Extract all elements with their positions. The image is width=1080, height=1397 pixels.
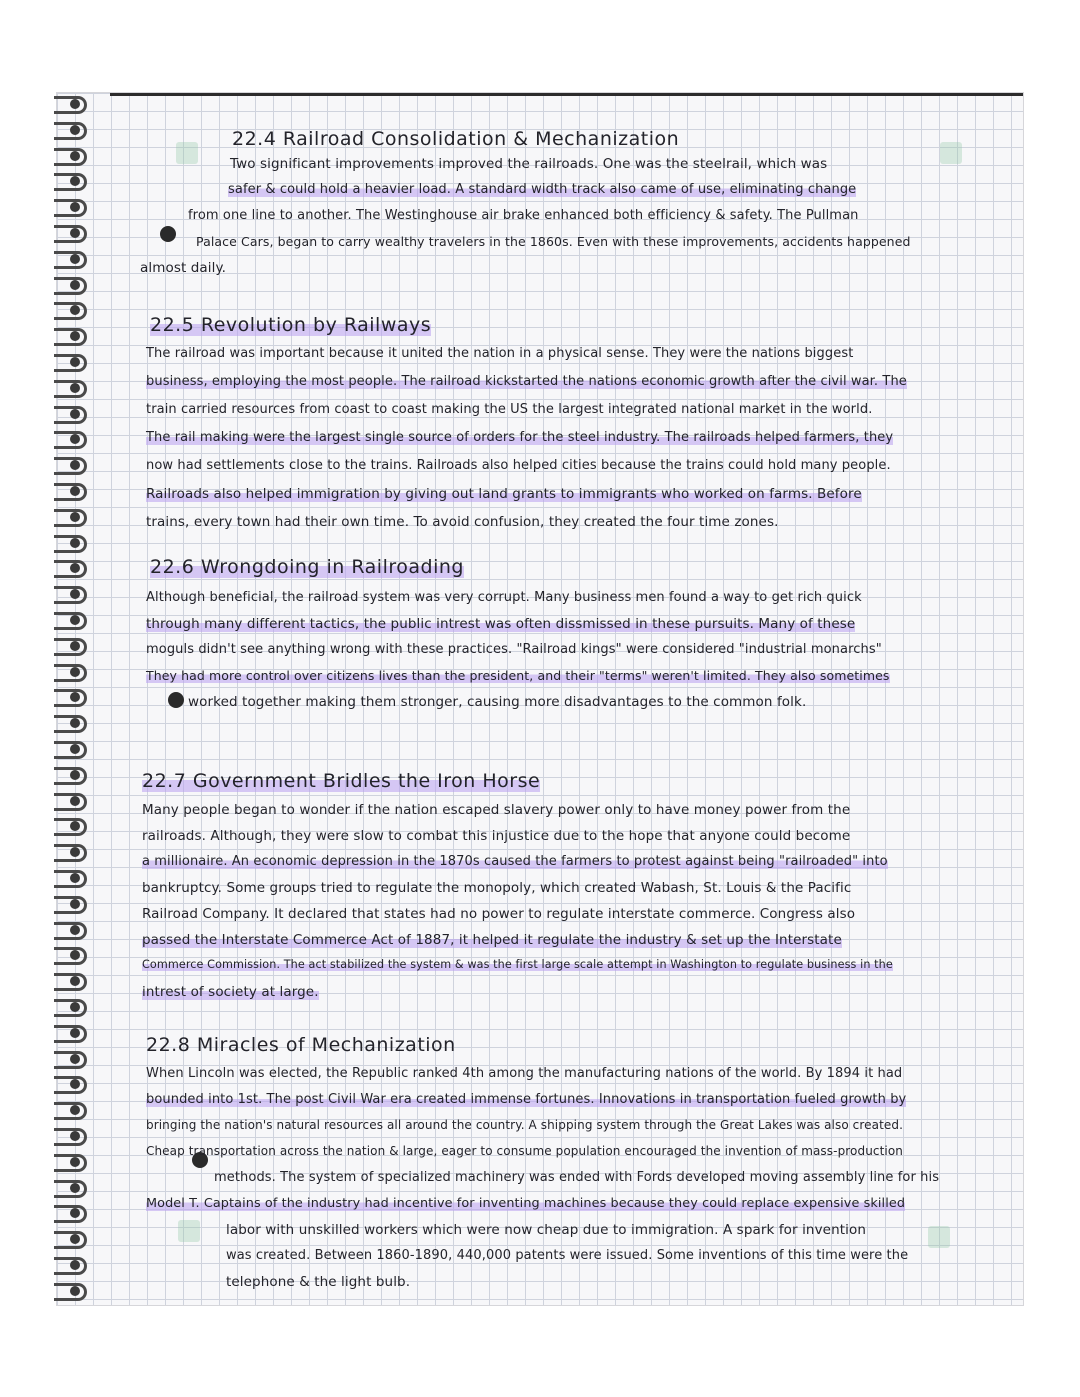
note-line: Although beneficial, the railroad system was very corrupt. Many business men found a way to get rich quick <box>146 590 862 605</box>
binding-hole <box>70 899 80 909</box>
binding-hole <box>70 99 80 109</box>
section-heading: 22.6 Wrongdoing in Railroading <box>150 556 464 578</box>
binding-hole <box>70 925 80 935</box>
binding-hole <box>70 770 80 780</box>
note-line: was created. Between 1860-1890, 440,000 patents were issued. Some inventions of this time were the <box>226 1248 909 1263</box>
binding-hole <box>70 254 80 264</box>
ink-blot <box>168 692 184 708</box>
binding-hole <box>70 615 80 625</box>
binding-hole <box>70 873 80 883</box>
note-line: labor with unskilled workers which were now cheap due to immigration. A spark for invention <box>226 1222 866 1238</box>
note-line: almost daily. <box>140 260 227 276</box>
binding-hole <box>70 1131 80 1141</box>
note-line: Railroad Company. It declared that states had no power to regulate interstate commerce. Congress also <box>142 906 856 922</box>
note-line: They had more control over citizens lives than the president, and their "terms" weren't limited. They also sometimes <box>146 668 890 683</box>
page-smudge <box>178 1220 200 1242</box>
binding-hole <box>70 1028 80 1038</box>
binding-hole <box>70 641 80 651</box>
note-line: Many people began to wonder if the nation escaped slavery power only to have money power from the <box>142 802 851 818</box>
binding-hole <box>70 538 80 548</box>
note-line: bringing the nation's natural resources all around the country. A shipping system through the Great Lakes was also created. <box>146 1118 904 1132</box>
note-line: a millionaire. An economic depression in the 1870s caused the farmers to protest against being "railroaded" into <box>142 854 888 869</box>
binding-hole <box>70 228 80 238</box>
note-line: from one line to another. The Westinghouse air brake enhanced both efficiency & safety. The Pullman <box>188 208 859 223</box>
note-line: Palace Cars, began to carry wealthy travelers in the 1860s. Even with these improvements, accidents happened <box>196 234 911 249</box>
binding-hole <box>70 667 80 677</box>
binding-hole <box>70 1157 80 1167</box>
notebook-top-edge <box>110 93 1023 96</box>
note-line: Cheap transportation across the nation & large, eager to consume population encouraged the invention of mass-production <box>146 1144 904 1158</box>
ink-blot <box>160 226 176 242</box>
note-line: intrest of society at large. <box>142 984 319 1000</box>
note-line: railroads. Although, they were slow to combat this injustice due to the hope that anyone could become <box>142 828 851 844</box>
binding-hole <box>70 796 80 806</box>
note-line: train carried resources from coast to coast making the US the largest integrated national market in the world. <box>146 402 873 417</box>
note-line: Railroads also helped immigration by giving out land grants to immigrants who worked on farms. Before <box>146 486 862 502</box>
note-line: safer & could hold a heavier load. A standard width track also came of use, eliminating change <box>228 182 857 197</box>
note-line: business, employing the most people. The railroad kickstarted the nations economic growth after the civil war. The <box>146 374 907 389</box>
binding-hole <box>70 357 80 367</box>
note-line: Commerce Commission. The act stabilized the system & was the first large scale attempt in Washington to regulate business in the <box>142 958 893 971</box>
note-line: moguls didn't see anything wrong with these practices. "Railroad kings" were considered "industrial monarchs" <box>146 642 882 657</box>
binding-hole <box>70 1260 80 1270</box>
binding-hole <box>70 151 80 161</box>
note-line: methods. The system of specialized machinery was ended with Fords developed moving assembly line for his <box>214 1170 940 1185</box>
section-heading: 22.5 Revolution by Railways <box>150 314 432 336</box>
note-line: Two significant improvements improved the railroads. One was the steelrail, which was <box>230 156 828 172</box>
binding-hole <box>70 409 80 419</box>
note-line: worked together making them stronger, causing more disadvantages to the common folk. <box>188 694 807 710</box>
note-line: telephone & the light bulb. <box>226 1274 411 1290</box>
note-line: now had settlements close to the trains. Railroads also helped cities because the trains could hold many people. <box>146 458 891 473</box>
note-line: through many different tactics, the public intrest was often dissmissed in these pursuits. Many of these <box>146 616 856 632</box>
note-line: bankruptcy. Some groups tried to regulate the monopoly, which created Wabash, St. Louis & the Pacific <box>142 880 852 896</box>
section-heading: 22.7 Government Bridles the Iron Horse <box>142 770 541 792</box>
binding-hole <box>70 383 80 393</box>
note-line: Model T. Captains of the industry had incentive for inventing machines because they could replace expensive skilled <box>146 1196 906 1211</box>
note-line: The rail making were the largest single source of orders for the steel industry. The railroads helped farmers, they <box>146 430 894 445</box>
binding-hole <box>70 1286 80 1296</box>
page-smudge <box>176 142 198 164</box>
binding-hole <box>70 280 80 290</box>
note-line: trains, every town had their own time. To avoid confusion, they created the four time zones. <box>146 514 779 530</box>
page-smudge <box>928 1226 950 1248</box>
note-line: When Lincoln was elected, the Republic ranked 4th among the manufacturing nations of the world. By 1894 it had <box>146 1066 903 1081</box>
section-heading: 22.4 Railroad Consolidation & Mechanization <box>232 128 680 150</box>
note-line: The railroad was important because it united the nation in a physical sense. They were the nations biggest <box>146 346 854 361</box>
page-smudge <box>940 142 962 164</box>
note-line: passed the Interstate Commerce Act of 1887, it helped it regulate the industry & set up the Interstate <box>142 932 842 948</box>
binding-hole <box>70 1183 80 1193</box>
binding-hole <box>70 512 80 522</box>
binding-hole <box>70 486 80 496</box>
binding-hole <box>70 744 80 754</box>
binding-hole <box>70 1002 80 1012</box>
note-line: bounded into 1st. The post Civil War era created immense fortunes. Innovations in transportation fueled growth by <box>146 1092 907 1107</box>
binding-hole <box>70 1054 80 1064</box>
binding-hole <box>70 125 80 135</box>
section-heading: 22.8 Miracles of Mechanization <box>146 1034 456 1056</box>
